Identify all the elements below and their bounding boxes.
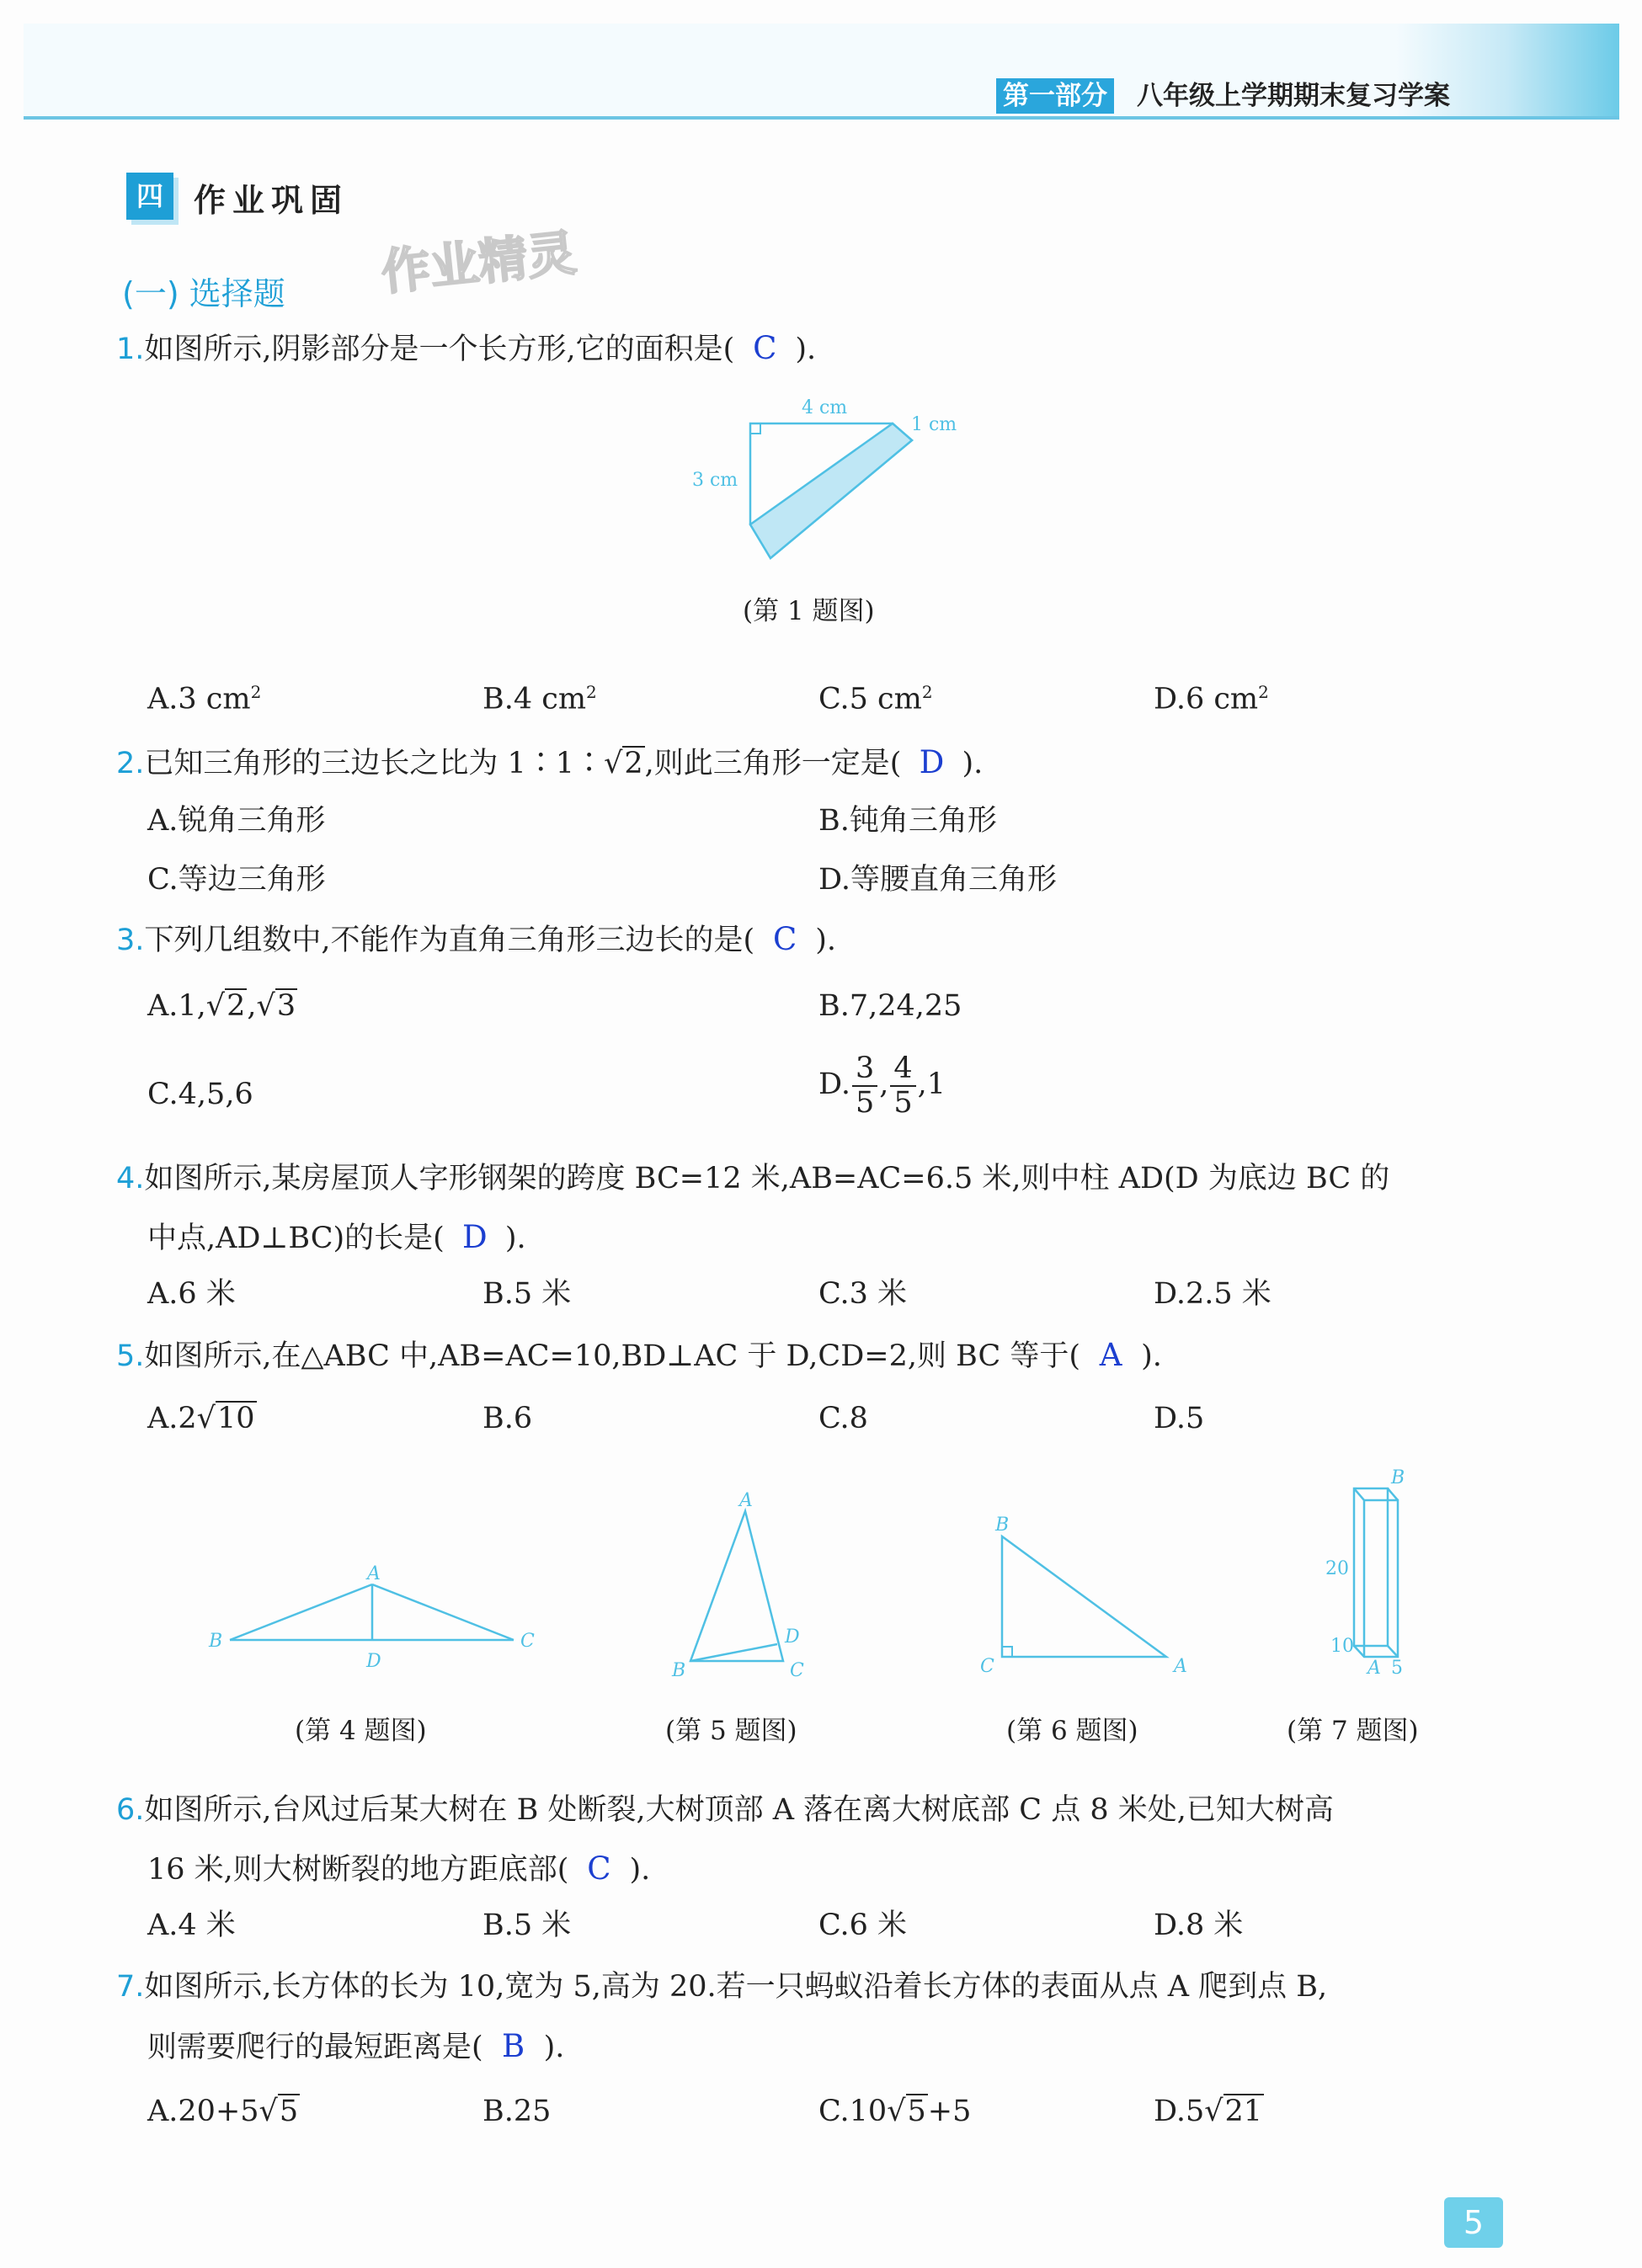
dimension-label: 5 [1391, 1658, 1403, 1675]
separator: , [879, 1067, 889, 1101]
subsection-title: (一) 选择题 [122, 275, 285, 312]
figure-q7 [1314, 1465, 1448, 1675]
question-7-line-2 [147, 2023, 564, 2071]
numerator: 4 [890, 1052, 915, 1087]
figure-caption-q7: (第 7 题图) [1287, 1716, 1419, 1746]
point-label: B [995, 1515, 1010, 1536]
point-label: B [672, 1660, 686, 1680]
line-bd [690, 1644, 777, 1661]
figure-caption-q4: (第 4 题图) [295, 1716, 427, 1746]
question-2 [116, 739, 983, 787]
fraction [890, 1052, 915, 1119]
question-4-line-1 [116, 1155, 1389, 1202]
superscript: 2 [1258, 682, 1269, 702]
line-ab [230, 1584, 372, 1640]
option-a [147, 671, 261, 721]
question-text: 如图所示,阴影部分是一个长方形,它的面积是( [144, 333, 735, 366]
option-b: B.钝角三角形 [818, 804, 997, 838]
option-text: A.20+5 [147, 2095, 259, 2128]
option-text: A.3 cm [147, 682, 251, 716]
option-d: D.5√21 [1154, 2095, 1263, 2128]
question-text: 如图所示,台风过后某大树在 B 处断裂,大树顶部 A 落在离大树底部 C 点 8 米处,已知大树高 [144, 1793, 1334, 1827]
dimension-label: 20 [1325, 1558, 1349, 1579]
option-d: D.等腰直角三角形 [818, 863, 1057, 897]
radicand: 2 [624, 747, 643, 780]
question-number: 1. [116, 333, 145, 366]
point-label: B [209, 1631, 223, 1652]
header-divider [24, 116, 1619, 120]
answer: C [753, 330, 777, 366]
figure-caption-q1: (第 1 题图) [743, 596, 875, 626]
question-text: 16 米,则大树断裂的地方距底部( [147, 1853, 569, 1887]
option-text: C.10 [818, 2095, 888, 2128]
dimension-label: 10 [1330, 1636, 1354, 1657]
question-3 [116, 916, 836, 964]
point-label: D [366, 1651, 381, 1672]
answer: D [462, 1219, 488, 1255]
option-d: D.5 [1154, 1402, 1205, 1435]
figure-caption-q6: (第 6 题图) [1006, 1716, 1138, 1746]
point-label: A [1367, 1658, 1381, 1675]
answer: D [919, 744, 945, 780]
point-label: B [1391, 1467, 1405, 1488]
triangle [1002, 1536, 1166, 1657]
cuboid-edges [1354, 1488, 1398, 1657]
option-text: D. [818, 1067, 850, 1101]
question-text: 如图所示,在△ABC 中,AB=AC=10,BD⊥AC 于 D,CD=2,则 BC 等于( [144, 1339, 1081, 1373]
cuboid-front [1354, 1488, 1388, 1646]
question-text: 已知三角形的三边长之比为 1∶1∶ [144, 747, 605, 780]
question-text: 如图所示,某房屋顶人字形钢架的跨度 BC=12 米,AB=AC=6.5 米,则中柱 AD(D 为底边 BC 的 [144, 1162, 1390, 1195]
question-end: ). [962, 747, 984, 780]
option-c: C.10√5+5 [818, 2095, 972, 2128]
question-text: 如图所示,长方体的长为 10,宽为 5,高为 20.若一只蚂蚁沿着长方体的表面从点 A 爬到点 B, [144, 1970, 1328, 2004]
triangle-abc [690, 1511, 783, 1661]
superscript: 2 [586, 682, 597, 702]
radicand: 21 [1224, 2095, 1263, 2128]
option-c: C.等边三角形 [147, 863, 326, 897]
denominator: 5 [855, 1085, 875, 1120]
figure-caption-q5: (第 5 题图) [665, 1716, 797, 1746]
option-b: B.6 [482, 1402, 533, 1435]
shaded-rectangle [750, 423, 912, 558]
option-d [1154, 671, 1269, 721]
label-1cm: 1 cm [911, 414, 957, 435]
figure-q1 [674, 391, 985, 572]
label-3cm: 3 cm [692, 470, 738, 491]
superscript: 2 [250, 682, 262, 702]
radicand: 5 [279, 2095, 299, 2128]
question-number: 5. [116, 1339, 145, 1373]
radicand: 10 [216, 1402, 255, 1435]
option-c: C.3 米 [818, 1277, 908, 1311]
radicand: 3 [276, 989, 296, 1023]
cuboid-top-edge [1388, 1488, 1398, 1500]
figure-q4 [202, 1549, 547, 1675]
option-b: B.5 米 [482, 1909, 572, 1942]
question-6-line-2 [147, 1845, 650, 1893]
question-number: 2. [116, 747, 145, 780]
radicand: 5 [907, 2095, 926, 2128]
option-text: D.5 [1154, 2095, 1205, 2128]
option-text: A.2 [147, 1402, 197, 1435]
denominator: 5 [893, 1085, 913, 1120]
question-number: 3. [116, 924, 145, 957]
section-number-icon: 四 [126, 173, 173, 220]
header-title: 八年级上学期期末复习学案 [1137, 81, 1450, 111]
superscript: 2 [921, 682, 933, 702]
question-text: 中点,AD⊥BC)的长是( [147, 1222, 445, 1255]
header-part-badge: 第一部分 [996, 78, 1114, 114]
watermark: 作业精灵 [378, 224, 579, 301]
option-text: D.6 cm [1154, 682, 1259, 716]
option-b [482, 671, 597, 721]
sqrt-symbol: √ [604, 747, 623, 780]
question-end: ). [504, 1222, 526, 1255]
separator: , [247, 989, 257, 1023]
question-number: 4. [116, 1162, 145, 1195]
question-text: ,则此三角形一定是( [644, 747, 902, 780]
question-text: 下列几组数中,不能作为直角三角形三边长的是( [144, 924, 755, 957]
radicand: 2 [227, 989, 246, 1023]
option-b: B.25 [482, 2095, 552, 2128]
question-number: 7. [116, 1970, 145, 2004]
option-c [818, 671, 933, 721]
question-7-line-1 [116, 1963, 1327, 2010]
point-label: C [980, 1656, 994, 1675]
option-a: A.1,√2,√3 [147, 989, 296, 1023]
option-a: A.2√10 [147, 1402, 255, 1435]
point-label: A [739, 1490, 753, 1511]
point-label: C [520, 1631, 535, 1652]
right-angle-mark [1002, 1647, 1012, 1657]
right-angle-mark [750, 423, 760, 434]
line-ac [372, 1584, 514, 1640]
point-label: C [790, 1660, 804, 1680]
option-c: C.4,5,6 [147, 1078, 253, 1111]
question-5 [116, 1332, 1162, 1380]
question-number: 6. [116, 1793, 145, 1827]
option-text: B.4 cm [482, 682, 587, 716]
point-label: A [1174, 1656, 1187, 1675]
question-end: ). [815, 924, 836, 957]
question-6-line-1 [116, 1786, 1334, 1834]
fraction [852, 1052, 877, 1119]
question-end: ). [629, 1853, 651, 1887]
option-a: A.4 米 [147, 1909, 236, 1942]
option-d [818, 1052, 946, 1119]
answer: C [587, 1850, 611, 1887]
option-b: B.5 米 [482, 1277, 572, 1311]
option-d: D.8 米 [1154, 1909, 1244, 1942]
option-c: C.6 米 [818, 1909, 908, 1942]
figure-q6 [968, 1507, 1204, 1675]
question-end: ). [795, 333, 817, 366]
answer: B [502, 2028, 525, 2064]
point-label: A [367, 1563, 381, 1584]
option-text: +5 [927, 2095, 972, 2128]
cuboid-bottom-edge [1388, 1646, 1398, 1657]
option-text: A.1, [147, 989, 206, 1023]
question-1 [116, 325, 816, 373]
page-number: 5 [1444, 2197, 1503, 2248]
option-b: B.7,24,25 [818, 989, 962, 1023]
option-c: C.8 [818, 1402, 868, 1435]
label-4cm: 4 cm [802, 397, 848, 418]
question-end: ). [543, 2031, 565, 2064]
option-a: A.20+5√5 [147, 2095, 299, 2128]
option-a: A.锐角三角形 [147, 804, 326, 838]
question-end: ). [1141, 1339, 1162, 1373]
numerator: 3 [852, 1052, 877, 1087]
point-label: D [785, 1626, 800, 1648]
option-text: C.5 cm [818, 682, 922, 716]
option-text: ,1 [917, 1067, 946, 1101]
option-a: A.6 米 [147, 1277, 236, 1311]
option-d: D.2.5 米 [1154, 1277, 1271, 1311]
answer: A [1099, 1337, 1122, 1373]
figure-q5 [665, 1486, 834, 1680]
section-title: 作业巩固 [194, 182, 349, 219]
question-4-line-2 [147, 1214, 526, 1262]
answer: C [773, 921, 797, 957]
question-text: 则需要爬行的最短距离是( [147, 2031, 483, 2064]
